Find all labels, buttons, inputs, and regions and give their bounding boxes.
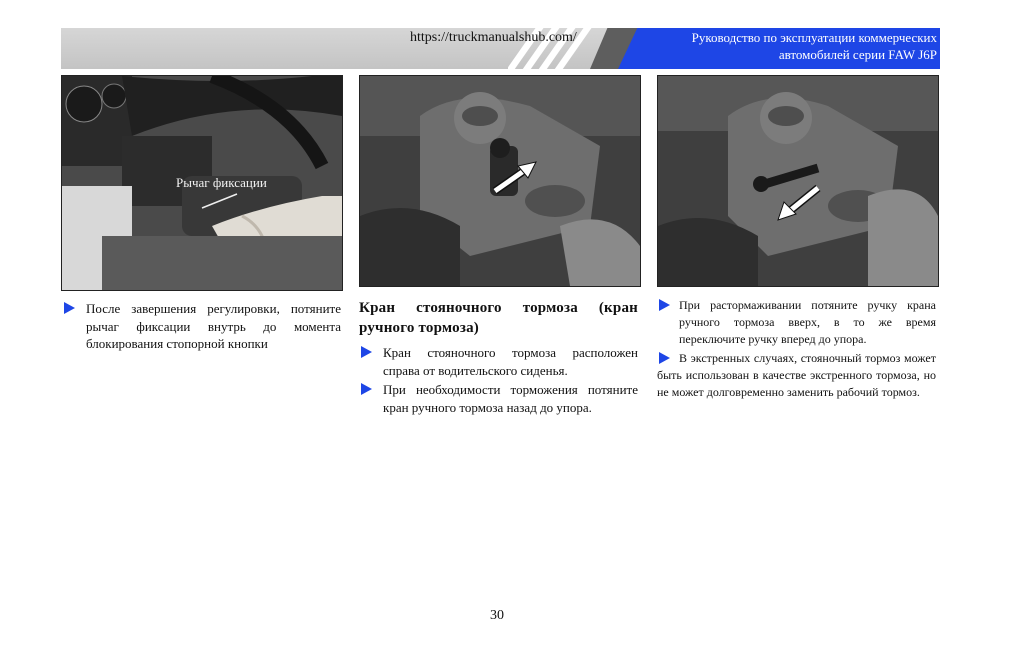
parking-brake-illustration — [360, 76, 640, 286]
bullet-triangle-icon — [361, 383, 372, 395]
lock-lever-label: Рычаг фиксации — [176, 175, 267, 190]
manual-title — [692, 29, 937, 63]
page-number: 30 — [490, 608, 504, 623]
manual-title-line1: Руководство по эксплуатации коммерческих — [691, 30, 937, 45]
column-steering-adjustment — [62, 300, 341, 355]
list-item — [62, 300, 341, 353]
list-item-text: При растормаживании потяните ручку крана ручного тормоза вверх, в то же время переключите ручку вперед до упора. — [679, 298, 936, 346]
list-item — [359, 381, 638, 416]
bullet-triangle-icon — [361, 346, 372, 358]
column-brake-release — [657, 297, 936, 403]
list-item-text: В экстренных случаях, стояночный тормоз может быть использован в качестве экстренного тормоза, но не может долговременно заменить рабочий тормоз. — [657, 351, 936, 399]
manual-title-line2: автомобилей серии FAW J6P — [778, 47, 937, 62]
source-url[interactable]: https://truckmanualshub.com/ — [410, 30, 577, 45]
steering-lock-lever-photo — [61, 75, 343, 291]
column-parking-brake — [359, 298, 638, 418]
list-item — [657, 297, 936, 348]
parking-brake-pull-photo — [359, 75, 641, 287]
list-item — [359, 344, 638, 379]
list-item — [657, 350, 936, 401]
parking-brake-release-illustration — [658, 76, 938, 286]
bullet-triangle-icon — [64, 302, 75, 314]
section-heading: Кран стояночного тормоза (кран ручного тормоза) — [359, 300, 638, 336]
bullet-triangle-icon — [659, 299, 670, 311]
bullet-triangle-icon — [659, 352, 670, 364]
list-item-text: После завершения регулировки, потяните рычаг фиксации внутрь до момента блокирования стопорной кнопки — [86, 301, 341, 351]
parking-brake-release-photo — [657, 75, 939, 287]
list-item-text: При необходимости торможения потяните кран ручного тормоза назад до упора. — [383, 382, 638, 415]
list-item-text: Кран стояночного тормоза расположен справа от водительского сиденья. — [383, 345, 638, 378]
